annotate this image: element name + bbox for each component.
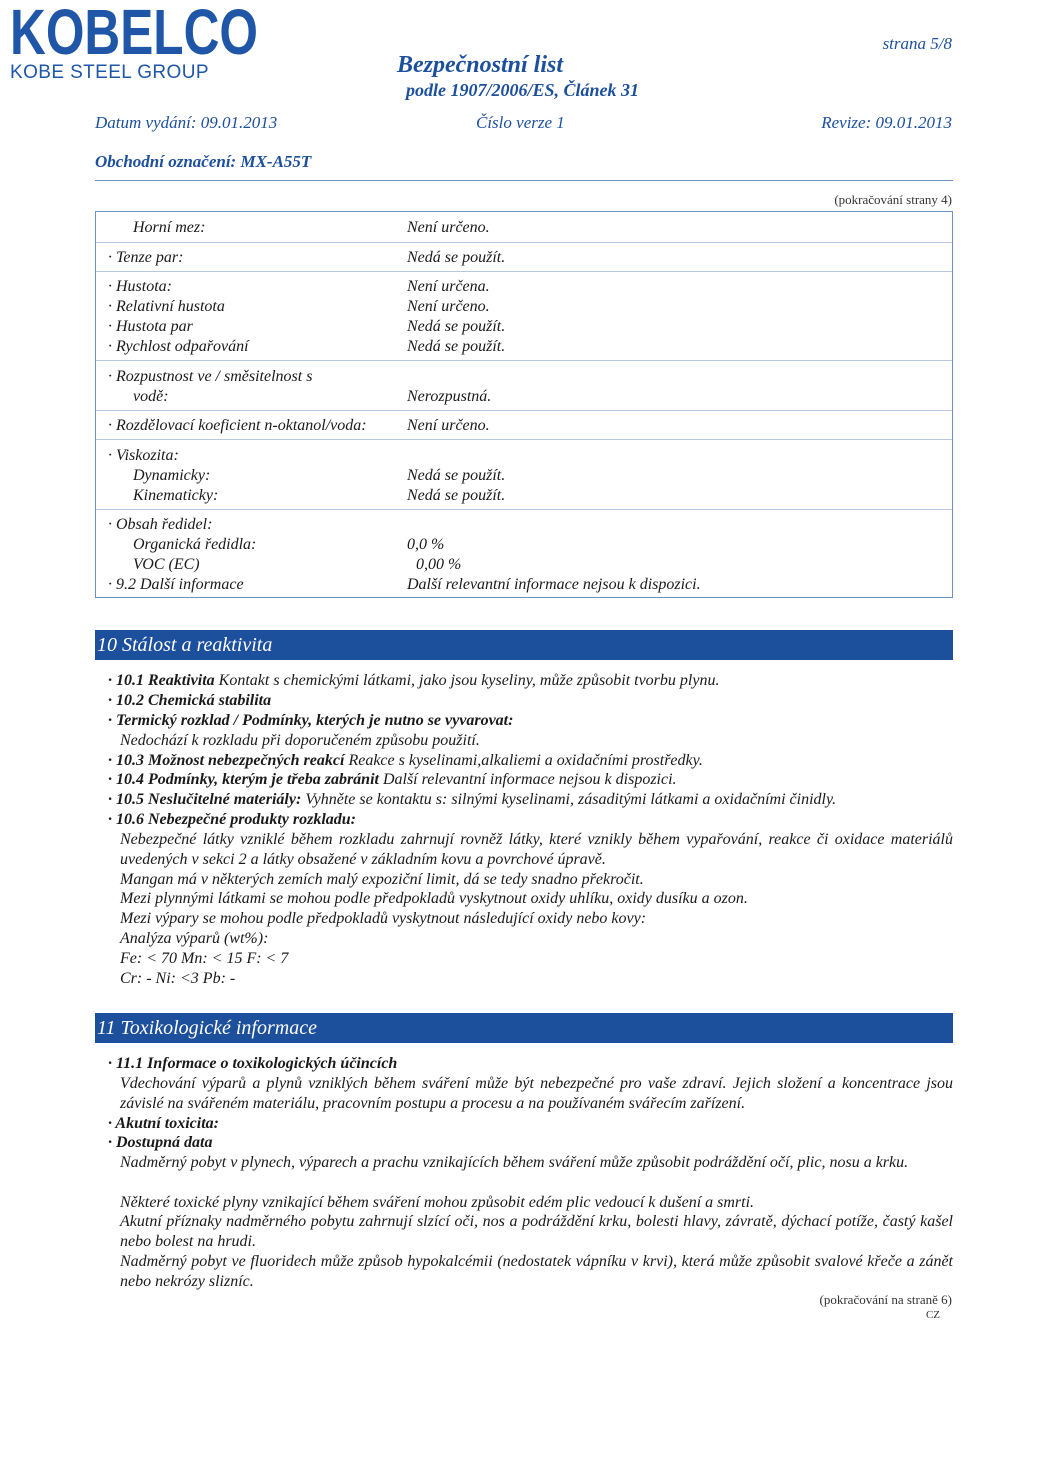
version-number: Číslo verze 1 bbox=[476, 113, 565, 132]
evaporation-value: Nedá se použít. bbox=[407, 338, 506, 355]
fluoride-exposure-text: Nadměrný pobyt ve fluoridech může způsob hypokalcémii (nedostatek vápníku v krvi), která může způsobit svalové křeče a zánět nebo nekrózy slizníc. bbox=[120, 1253, 953, 1290]
manganese-text: Mangan má v některých zemích malý expoziční limit, dá se tedy snadno překročit. bbox=[120, 871, 644, 888]
thermal-decomposition-line: · Termický rozklad / Podmínky, kterých je nutno se vyvarovat: bbox=[108, 712, 514, 729]
acute-symptoms-text: Akutní příznaky nadměrného pobytu zahrnují slzící oči, nos a podráždění krku, bolesti hlavy, závratě, dýchací potíže, častý kašel nebo bolest na hrudi. bbox=[120, 1213, 953, 1250]
organic-solvents-label: Organická ředidla: bbox=[133, 536, 257, 553]
relative-density-value: Není určeno. bbox=[407, 298, 490, 315]
kinematic-viscosity-label: Kinematicky: bbox=[133, 487, 219, 504]
dynamic-viscosity-value: Nedá se použít. bbox=[407, 467, 506, 484]
voc-value: 0,00 % bbox=[416, 556, 462, 573]
density-label: · Hustota: bbox=[108, 278, 172, 295]
conditions-avoid-line: · 10.4 Podmínky, kterým je třeba zabránit Další relevantní informace nejsou k dispozici. bbox=[108, 771, 677, 788]
language-code: CZ bbox=[925, 1309, 940, 1321]
row-divider bbox=[96, 410, 952, 411]
document-subtitle: podle 1907/2006/ES, Článek 31 bbox=[405, 80, 639, 100]
row-divider bbox=[96, 439, 952, 440]
relative-density-label: · Relativní hustota bbox=[108, 298, 225, 315]
logo-text: KOBELCO bbox=[10, 0, 258, 68]
vapour-density-label: · Hustota par bbox=[108, 318, 193, 335]
solubility-value: Nerozpustná. bbox=[407, 388, 492, 405]
header-divider bbox=[95, 180, 953, 181]
inhalation-text: Vdechování výparů a plynů vzniklých během sváření může být nebezpečné pro vaše zdraví. Jejich složení a koncentrace jsou závislé na svářeném materiálu, pracovním postupu a procesu a na používaném svářecím zařízení. bbox=[120, 1075, 953, 1112]
row-divider bbox=[96, 242, 952, 243]
exposure-irritation-text: Nadměrný pobyt v plynech, výparech a prachu vznikajících během sváření může způsobit podráždění očí, plic, nosu a krku. bbox=[120, 1154, 909, 1171]
issue-date: Datum vydání: 09.01.2013 bbox=[95, 113, 278, 132]
document-title: Bezpečnostní list bbox=[396, 52, 564, 78]
vapour-density-value: Nedá se použít. bbox=[407, 318, 506, 335]
hazardous-reactions-line: · 10.3 Možnost nebezpečných reakcí Reakce s kyselinami,alkaliemi a oxidačními prostředky. bbox=[108, 752, 703, 769]
solubility-label-cont: vodě: bbox=[133, 388, 169, 405]
trade-name: Obchodní označení: MX-A55T bbox=[95, 152, 312, 171]
partition-label: · Rozdělovací koeficient n-oktanol/voda: bbox=[108, 417, 367, 434]
upper-limit-value: Není určeno. bbox=[407, 219, 490, 236]
other-info-label: · 9.2 Další informace bbox=[108, 576, 244, 593]
toxic-gases-text: Některé toxické plyny vznikající během sváření mohou způsobit edém plic vedoucí k dušení a smrti. bbox=[120, 1194, 755, 1211]
evaporation-label: · Rychlost odpařování bbox=[108, 338, 249, 355]
solubility-label: · Rozpustnost ve / směsitelnost s bbox=[108, 368, 313, 385]
solvent-content-label: · Obsah ředidel: bbox=[108, 516, 213, 533]
partition-value: Není určeno. bbox=[407, 417, 490, 434]
fume-analysis-row-2: Cr: - Ni: <3 Pb: - bbox=[120, 970, 236, 987]
incompatible-materials-line: · 10.5 Neslučitelné materiály: Vyhněte se kontaktu s: silnými kyselinami, zásaditými látkami a oxidačními činidly. bbox=[108, 791, 837, 808]
row-divider bbox=[96, 360, 952, 361]
revision-date: Revize: 09.01.2013 bbox=[821, 113, 952, 132]
chemical-stability-line: · 10.2 Chemická stabilita bbox=[108, 692, 272, 709]
page-number: strana 5/8 bbox=[882, 34, 952, 53]
fume-analysis-row-1: Fe: < 70 Mn: < 15 F: < 7 bbox=[120, 950, 289, 967]
reactivity-line: · 10.1 Reaktivita Kontakt s chemickými látkami, jako jsou kyseliny, může způsobit tvorbu plynu. bbox=[108, 672, 720, 689]
viscosity-label: · Viskozita: bbox=[108, 447, 179, 464]
available-data-line: · Dostupná data bbox=[108, 1134, 213, 1151]
section-10-heading: 10 Stálost a reaktivita bbox=[95, 630, 953, 660]
gaseous-substances-text: Mezi plynnými látkami se mohou podle předpokladů vyskytnout oxidy uhlíku, oxidy dusíku a ozon. bbox=[120, 890, 748, 907]
dynamic-viscosity-label: Dynamicky: bbox=[133, 467, 211, 484]
row-divider bbox=[96, 271, 952, 272]
fume-analysis-label: Analýza výparů (wt%): bbox=[120, 930, 269, 947]
fumes-text: Mezi výpary se mohou podle předpokladů vyskytnout následující oxidy nebo kovy: bbox=[120, 910, 647, 927]
kinematic-viscosity-value: Nedá se použít. bbox=[407, 487, 506, 504]
vapour-pressure-label: · Tenze par: bbox=[108, 249, 184, 266]
section-11-heading: 11 Toxikologické informace bbox=[95, 1013, 953, 1043]
other-info-value: Další relevantní informace nejsou k dispozici. bbox=[407, 576, 701, 593]
vapour-pressure-value: Nedá se použít. bbox=[407, 249, 506, 266]
decomposition-products-text: Nebezpečné látky vzniklé během rozkladu zahrnují rovněž látky, které vznikly během vypařování, reakce či oxidace materiálů uvedených v sekci 2 a látky obsažené v základním kovu a povrchové úpravě. bbox=[120, 831, 953, 868]
continued-from: (pokračování strany 4) bbox=[834, 192, 952, 207]
logo-subtitle: KOBE STEEL GROUP bbox=[10, 62, 209, 83]
upper-limit-label: Horní mez: bbox=[133, 219, 206, 236]
organic-solvents-value: 0,0 % bbox=[407, 536, 445, 553]
density-value: Není určena. bbox=[407, 278, 490, 295]
acute-toxicity-line: · Akutní toxicita: bbox=[108, 1115, 219, 1132]
continued-on: (pokračování na straně 6) bbox=[819, 1292, 952, 1307]
no-decomposition-text: Nedochází k rozkladu při doporučeném způsobu použití. bbox=[120, 732, 480, 749]
row-divider bbox=[96, 509, 952, 510]
decomposition-products-line: · 10.6 Nebezpečné produkty rozkladu: bbox=[108, 811, 356, 828]
toxicological-effects-line: · 11.1 Informace o toxikologických účincích bbox=[108, 1055, 398, 1072]
voc-label: VOC (EC) bbox=[133, 556, 200, 573]
